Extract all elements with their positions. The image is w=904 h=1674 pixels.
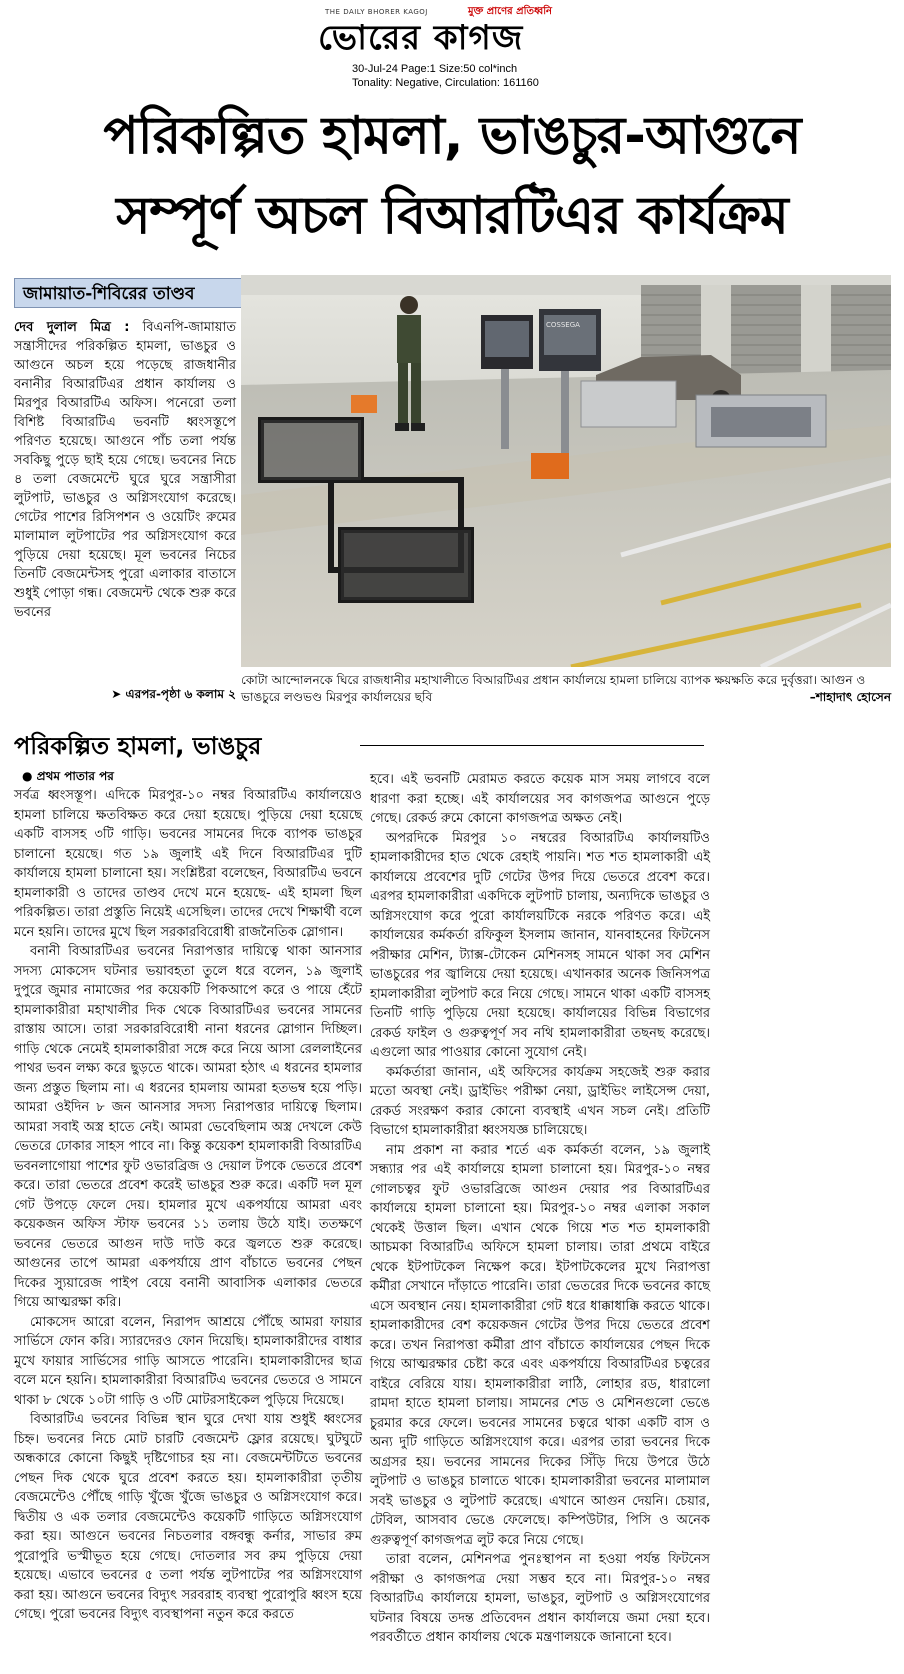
clipping-tonality: Tonality: Negative, Circulation: 161160 (352, 77, 539, 89)
story-kicker: জামায়াত-শিবিরের তাণ্ডব (14, 278, 244, 308)
byline: দেব দুলাল মিত্র : (14, 320, 130, 335)
story-lead (14, 318, 236, 622)
machine-label: COSSEGA (546, 321, 580, 329)
paragraph: নাম প্রকাশ না করার শর্তে এক কর্মকর্তা বলেন, ১৯ জুলাই সন্ধ্যার পর এই কার্যালয়ে হামলা চালানো হয়। মিরপুর-১০ নম্বর গোলচত্বর ফুট ওভারব্রিজে আগুন দেয়ার পর বিআরটিএর কার্যালয়ে হামলা চালানো হয়। মিরপুর-১০ নম্বর এলাকা সকাল থেকেই উত্তাল ছিল। এখান থেকে গিয়ে শত শত হামলাকারী আচমকা বিআরটিএ অফিসে হামলা চালায়। তারা প্রথমে বাইরে থেকে ইটপাটকেল নিক্ষেপ করে। ইটপাটকেলের মুখে নিরাপত্তা কর্মীরা সেখানে দাঁড়াতে পারেনি। তারা ভেতরের দিকে ভবনের কাছে এসে অবস্থান নেয়। হামলাকারীরা গেট ধরে ধাক্কাধাক্কি করতে থাকে। হামলাকারীদের বেশ কয়েকজন গেটের উপর দিয়ে ভেতরে প্রবেশ করে। তখন নিরাপত্তা কর্মীরা প্রাণ বাঁচাতে কার্যালয়ের পেছন দিকে গিয়ে আত্মরক্ষার চেষ্টা করে এবং একপর্যায়ে বিআরটিএর চত্বরের বাইরে বেরিয়ে যায়। হামলাকারীরা লাঠি, লোহার রড, ধারালো রামদা হাতে হামলা চালায়। সামনের শেড ও মেশিনগুলো ভেঙে চুরমার করে ফেলে। ভবনের সামনের চত্বরে থাকা একটি বাস ও অন্য দুটি গাড়িতে অগ্নিসংযোগ করে। এরপর তারা ভবনের দিকে অগ্রসর হয়। ভবনের সামনের দিকের সিঁড়ি দিয়ে উপরে উঠে লুটপাট ও ভাঙচুর চালাতে থাকে। হামলাকারীরা ভবনের মালামাল সবই ভাঙচুর ও লুটপাট করেছে। এখানে আগুন দেয়নি। চেয়ার, টেবিল, আসবাব ভেঙে ফেলেছে। কম্পিউটার, পিসি ও অনেক গুরুত্বপূর্ণ কাগজপত্র লুট করে নিয়ে গেছে। (370, 1142, 710, 1548)
continuation-rule (360, 745, 704, 746)
paragraph: হবে। এই ভবনটি মেরামত করতে কয়েক মাস সময় লাগবে বলে ধারণা করা হচ্ছে। এই কার্যালয়ের সব কাগজপত্র আগুনে পুড়ে গেছে। রেকর্ড রুমে কোনো কাগজপত্র অক্ষত নেই। (370, 772, 710, 826)
lead-text: বিএনপি-জামায়াত সন্ত্রাসীদের পরিকল্পিত হামলা, ভাঙচুর ও আগুনে অচল হয়ে পড়েছে রাজধানীর বনানীর বিআরটিএর প্রধান কার্যালয় ও মিরপুর বিআরটিএ অফিস। পনেরো তলা বিশিষ্ট বিআরটিএ ভবনটি ধ্বংসস্তূপে পরিণত হয়েছে। আগুনে পাঁচ তলা পর্যন্ত সবকিছু পুড়ে ছাই হয়ে গেছে। ভবনের নিচে ৪ তলা বেজমেন্টে ঘুরে ঘুরে সন্ত্রাসীরা লুটপাট, ভাঙচুর ও অগ্নিসংযোগ করেছে। গেটের পাশের রিসিপশন ও ওয়েটিং রুমের মালামাল লুটপাটের পর অগ্নিসংযোগ করে পুড়িয়ে দেয়া হয়েছে। মূল ভবনের নিচের তিনটি বেজমেন্টসহ পুরো এলাকার বাতাসে শুধুই পোড়া গন্ধ। বেজমেন্ট থেকে শুরু করে ভবনের (14, 320, 237, 620)
english-paper-name: THE DAILY BHORER KAGOJ (325, 8, 428, 16)
paragraph: অপরদিকে মিরপুর ১০ নম্বরের বিআরটিএ কার্যালয়টিও হামলাকারীদের হাত থেকে রেহাই পায়নি। শত শত হামলাকারী এই কার্যালয়ে প্রবেশের দুটি গেটের উপর দিয়ে ভেতরে প্রবেশ করে। এরপর হামলাকারীরা একদিকে লুটপাট চালায়, অন্যদিকে ভাঙচুর ও অগ্নিসংযোগ করে পুরো কার্যালয়টিকে নরকে পরিণত করে। এই কার্যালয়ের কর্মকর্তা রফিকুল ইসলাম জানান, যানবাহনের ফিটনেস পরীক্ষার মেশিন, ট্যাক্স-টোকেন মেশিনসহ সামনে থাকা সব মেশিন ভাঙচুরের পর জ্বালিয়ে দেয়া হয়েছে। এখানকার অনেক জিনিসপত্র হামলাকারীরা লুটপাট করে নিয়ে গেছে। সামনে থাকা একটি বাসসহ তিনটি গাড়ি পুড়িয়ে দেয়া হয়েছে। কার্যালয়ের বিভিন্ন বিভাগের রেকর্ড ফাইল ও গুরুত্বপূর্ণ সব নথি হামলাকারীরা তছনছ করেছে। এগুলো আর পাওয়ার কোনো সুযোগ নেই। (370, 830, 710, 1060)
jump-line[interactable]: ➤ এরপর-পৃষ্ঠা ৬ কলাম ২ (111, 687, 236, 701)
photo-burnt-office (241, 275, 891, 667)
paper-logo: ভোরের কাগজ (318, 18, 524, 58)
photo-credit: –শাহাদাৎ হোসেন (809, 690, 891, 704)
continuation-column-right (370, 770, 710, 1648)
caption-text: কোটা আন্দোলনকে ঘিরে রাজধানীর মহাখালীতে বিআরটিএর প্রধান কার্যালয়ে হামলা চালিয়ে ব্যাপক ক্ষয়ক্ষতি করে দুর্বৃত্তরা। আগুন ও ভাঙচুরে লণ্ডভণ্ড মিরপুর কার্যালয়ের ছবি (241, 673, 866, 704)
headline-line-2: সম্পূর্ণ অচল বিআরটিএর কার্যক্রম (116, 186, 788, 246)
news-photo (241, 275, 891, 667)
masthead (0, 0, 904, 96)
paragraph: বনানী বিআরটিএর ভবনের নিরাপত্তার দায়িত্বে থাকা আনসার সদস্য মোকসেদ ঘটনার ভয়াবহতা তুলে ধরে বলেন, ১৯ জুলাই দুপুরে জুমার নামাজের পর কয়েকটি পিকআপে করে ও পায়ে হেঁটে হামলাকারীরা মহাখালীর দিক থেকে বিআরটিএর ভবনের সামনের রাস্তায় আসে। তারা সরকারবিরোধী নানা ধরনের স্লোগান দিচ্ছিল। গাড়ি থেকে নেমেই হামলাকারীরা সঙ্গে করে নিয়ে আসা রেললাইনের পাথর ভবন লক্ষ্য করে ছুড়তে থাকে। আমরা হঠাৎ এ ধরনের হামলার জন্য প্রস্তুত ছিলাম না। এ ধরনের হামলায় আমরা হতভম্ব হয়ে পড়ি। আমরা ওইদিন ৮ জন আনসার সদস্য নিরাপত্তার দায়িত্বে ছিলাম। আমরা সবাই অস্ত্র হাতে নেই। আমরা ভেবেছিলাম অস্ত্র দেখলে কেউ ভেতরে ঢোকার সাহস পাবে না। কিন্তু কয়েকশ হামলাকারী বিআরটিএ ভবনলাগোয়া পাশের ফুট ওভারব্রিজ ও দেয়াল টপকে ভেতরে প্রবেশ করে। তারা ভেতরে প্রবেশ করেই ভাঙচুর শুরু করে। একটি দল মূল গেট উপড়ে ফেলে দেয়। হামলার মুখে একপর্যায়ে আমরা এবং কয়েকজন অফিস স্টাফ ভবনের ১১ তলায় উঠে যাই। ততক্ষণে ভবনের ভেতরে আগুন দাউ দাউ করে জ্বলতে শুরু করেছে। আগুনের তাপে আমরা একপর্যায়ে প্রাণ বাঁচাতে ভবনের পেছন দিকের স্যুয়ারেজ পাইপ বেয়ে বনানী আবাসিক এলাকার ভেতরে গিয়ে আত্মরক্ষা করি। (14, 944, 362, 1310)
paragraph: কর্মকর্তারা জানান, এই অফিসের কার্যক্রম সহজেই শুরু করার মতো অবস্থা নেই। ড্রাইভিং পরীক্ষা নেয়া, ড্রাইভিং লাইসেন্স দেয়া, রেকর্ড সংরক্ষণ করার কোনো ব্যবস্থাই এখন সচল নেই। প্রতিটি বিভাগে হামলাকারীরা ধ্বংসযজ্ঞ চালিয়েছে। (370, 1064, 710, 1138)
clipping-meta (352, 62, 539, 90)
paragraph: বিআরটিএ ভবনের বিভিন্ন স্থান ঘুরে দেখা যায় শুধুই ধ্বংসের চিহ্ন। ভবনের নিচে মোট চারটি বেজমেন্ট ফ্লোর রয়েছে। ঘুটঘুটে অন্ধকারে কোনো কিছুই দৃষ্টিগোচর হয় না। বেজমেন্টটিতে ভবনের পেছন দিক থেকে ঘুরে প্রবেশ করতে হয়। হামলাকারীরা তৃতীয় বেজমেন্টেও পৌঁছে গাড়ি খুঁজে খুঁজে ভাঙচুর ও অগ্নিসংযোগ করে। দ্বিতীয় ও এক তলার বেজমেন্টেও কয়েকটি গাড়িতে অগ্নিসংযোগ করা হয়। আগুনে ভবনের নিচতলার বঙ্গবন্ধু কর্নার, সাভার রুম পুরোপুরি ভস্মীভূত হয়ে গেছে। দোতলার সব রুম পুড়িয়ে দেয়া হয়েছে। এভাবে ভবনের ৫ তলা পর্যন্ত লুটপাটের পর অগ্নিসংযোগ করা হয়। আগুনে ভবনের বিদ্যুৎ সরবরাহ ব্যবস্থা পুরোপুরি ধ্বংস হয়ে গেছে। পুরো ভবনের বিদ্যুৎ ব্যবস্থাপনা নতুন করে করতে (14, 1412, 362, 1622)
paragraph: মোকসেদ আরো বলেন, নিরাপদ আশ্রয়ে পৌঁছে আমরা ফায়ার সার্ভিসে ফোন করি। স্যারদেরও ফোন দিয়েছি। হামলাকারীদের বাধার মুখে ফায়ার সার্ভিসের গাড়ি আসতে পারেনি। হামলাকারীদের ছাত্র বলে মনে হয়নি। হামলাকারীরা বিআরটিএ ভবনের ভেতরে ও সামনে থাকা ৮ থেকে ১০টা গাড়ি ও ৩টি মোটরসাইকেল পুড়িয়ে দিয়েছে। (14, 1314, 362, 1408)
paper-tagline: মুক্ত প্রাণের প্রতিধ্বনি (468, 6, 553, 17)
paragraph: তারা বলেন, মেশিনপত্র পুনঃস্থাপন না হওয়া পর্যন্ত ফিটনেস পরীক্ষা ও কাগজপত্র দেয়া সম্ভব হবে না। মিরপুর-১০ নম্বর বিআরটিএ কার্যালয়ে হামলা, ভাঙচুর, লুটপাট ও অগ্নিসংযোগের ঘটনার বিষয়ে তদন্ত প্রতিবেদন প্রধান কার্যালয়ে জমা দেয়া হবে। পরবর্তীতে প্রধান কার্যালয় থেকে মন্ত্রণালয়কে জানানো হবে। (370, 1552, 710, 1645)
continued-from-label: ● প্রথম পাতার পর (22, 769, 114, 783)
photo-caption (241, 672, 891, 706)
paragraph: সর্বত্র ধ্বংসস্তূপ। এদিকে মিরপুর-১০ নম্বর বিআরটিএ কার্যালয়েও হামলা চালিয়ে ক্ষতবিক্ষত করে দেয়া হয়েছে। পুড়িয়ে দেয়া হয়েছে একটি বাসসহ ৩টি গাড়ি। ভবনের সামনের দিকে ব্যাপক ভাঙচুর চালানো হয়েছে। গত ১৯ জুলাই এই দিনে বিআরটিএর দুটি কার্যালয়ে হামলা চালানো হয়। সংশ্লিষ্টরা বলেছেন, বিআরটিএ ভবনে হামলাকারী ও তাদের তাণ্ডব দেখে মনে হয়েছে- এই হামলা ছিল পরিকল্পিত। তারা প্রস্তুতি নিয়েই এসেছিল। তাদের দেখে শিক্ষার্থী বলে মনে হয়নি। তাদের মুখে ছিল সরকারবিরোধী রাজনৈতিক স্লোগান। (14, 788, 362, 940)
headline-line-1: পরিকল্পিত হামলা, ভাঙচুর-আগুনে (103, 106, 801, 166)
continuation-title: পরিকল্পিত হামলা, ভাঙচুর (14, 732, 262, 760)
continuation-column-left (14, 786, 362, 1625)
clipping-date-size: 30-Jul-24 Page:1 Size:50 col*inch (352, 63, 518, 75)
